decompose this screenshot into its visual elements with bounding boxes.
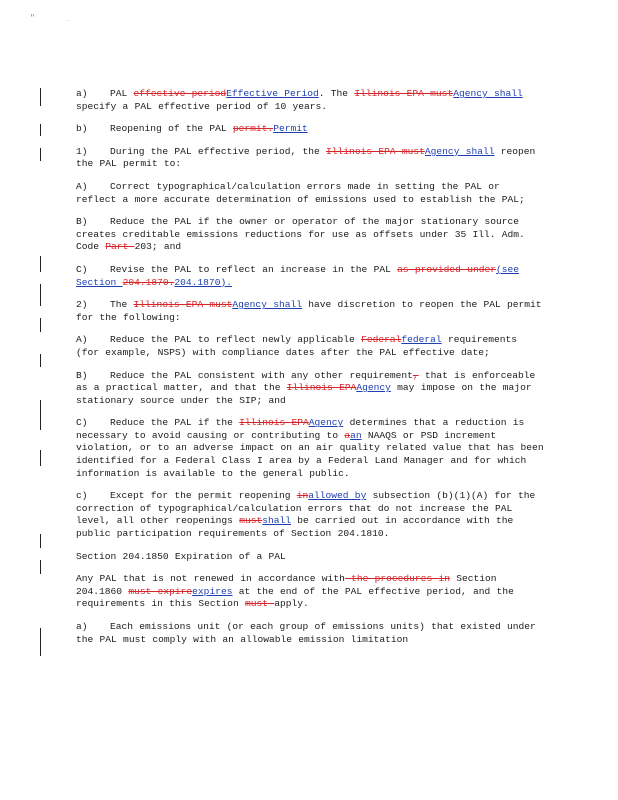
paragraph-b-2-B: B) Reduce the PAL consistent with any other requirement, that is enforceable as a practical matter, and that the Illinois EPAAgency may impose on the major stationary source under the SIP; and <box>76 369 536 406</box>
scan-mark: " <box>30 14 35 23</box>
paragraph-b-1-A: A) Correct typographical/calculation errors made in setting the PAL or reflect a more accurate determination of emissions used to establish the PAL; <box>76 180 525 205</box>
deleted-text: 204.1870. <box>122 276 175 288</box>
paragraph-a: a) PAL effective periodEffective Period. The Illinois EPA mustAgency shall specify a PAL effective period of 10 years. <box>76 88 523 112</box>
change-bar <box>40 628 41 656</box>
inserted-text: Agency shall <box>424 145 495 157</box>
deleted-text: Federal <box>361 334 402 346</box>
deleted-text: effective period <box>133 88 227 99</box>
change-bar <box>40 124 41 136</box>
deleted-text: Illinois EPA must <box>326 145 425 157</box>
document-body <box>76 88 544 656</box>
deleted-text: Illinois EPA must <box>133 299 233 311</box>
inserted-text: expires <box>192 585 233 597</box>
inserted-text: shall <box>262 515 292 527</box>
change-bar <box>40 88 41 106</box>
change-bar <box>40 284 41 306</box>
paragraph-b: b) Reopening of the PAL permit.Permit <box>76 123 308 135</box>
change-bar <box>40 148 41 161</box>
paragraph-c: c) Except for the permit reopening inallowed by subsection (b)(1)(A) for the correction of typographical/calculation errors that do not increase the PAL level, all other reopenings mustshall be carried out in accordance with the public participation requirements of Section 204.1810. <box>76 490 536 540</box>
inserted-text: Agency shall <box>232 299 302 311</box>
change-bar <box>40 400 41 430</box>
paragraph-b-2-C: C) Reduce the PAL if the Illinois EPAAgency determines that a reduction is necessary to avoid causing or contributing to aan NAAQS or PSD increment violation, or to an adverse impact on an air quality related value that has been identified for a Federal Class I area by a Federal Land Manager and for which information is available to the general public. <box>76 417 544 479</box>
deleted-text: the procedures in <box>344 573 450 585</box>
inserted-text: Agency <box>356 382 391 394</box>
inserted-text: Permit <box>273 123 308 135</box>
deleted-text: in <box>296 490 309 502</box>
section-heading: Section 204.1850 Expiration of a PAL <box>76 550 286 562</box>
deleted-text: must <box>239 515 263 527</box>
paragraph-expiration-a: a) Each emissions unit (or each group of emissions units) that existed under the PAL must comply with an allowable emission limitation <box>76 621 536 645</box>
deleted-text: must <box>244 598 275 610</box>
deleted-text: Illinois EPA <box>286 382 357 394</box>
deleted-text: must expire <box>128 585 193 597</box>
paragraph-b-2: 2) The Illinois EPA mustAgency shall have discretion to reopen the PAL permit for the following: <box>76 299 542 323</box>
inserted-text: Agency <box>308 417 344 429</box>
paragraph-b-2-A: A) Reduce the PAL to reflect newly applicable Federalfederal requirements (for example, NSPS) with compliance dates after the PAL effective date; <box>76 334 518 358</box>
paragraph-b-1-C: C) Revise the PAL to reflect an increase in the PAL as provided under(see Section 204.1870.204.1870). <box>76 263 520 288</box>
inserted-text: allowed by <box>308 490 367 502</box>
inserted-text: (see <box>495 263 520 275</box>
deleted-text: Illinois EPA <box>239 417 309 429</box>
paragraph-b-1-B: B) Reduce the PAL if the owner or operator of the major stationary source creates creditable emissions reductions for use as offsets under 35 Ill. Adm. Code Part 203; and <box>76 216 525 253</box>
change-bar <box>40 560 41 574</box>
deleted-text: as provided under <box>397 263 496 275</box>
paragraph-b-1: 1) During the PAL effective period, the Illinois EPA mustAgency shall reopen the PAL permit to: <box>76 145 536 170</box>
deleted-text: Part <box>105 241 135 253</box>
deleted-text: , <box>412 369 419 381</box>
paragraph-any-pal: Any PAL that is not renewed in accordance with the procedures in Section 204.1860 must expireexpires at the end of the PAL effective period, and the requirements in this Section must apply. <box>76 573 514 610</box>
deleted-text: Illinois EPA must <box>354 88 454 99</box>
change-bar <box>40 354 41 367</box>
inserted-text: an <box>350 429 362 441</box>
inserted-text: 204.1870). <box>174 276 232 288</box>
inserted-text: Effective Period <box>226 88 319 99</box>
change-bar <box>40 450 41 466</box>
inserted-text: federal <box>401 334 442 346</box>
inserted-text: Agency shall <box>453 88 523 99</box>
change-bar <box>40 256 41 272</box>
scan-mark: . <box>66 16 70 23</box>
deleted-text: permit. <box>232 123 274 135</box>
change-bar <box>40 534 41 548</box>
change-bar <box>40 318 41 332</box>
deleted-text: a <box>344 429 351 441</box>
